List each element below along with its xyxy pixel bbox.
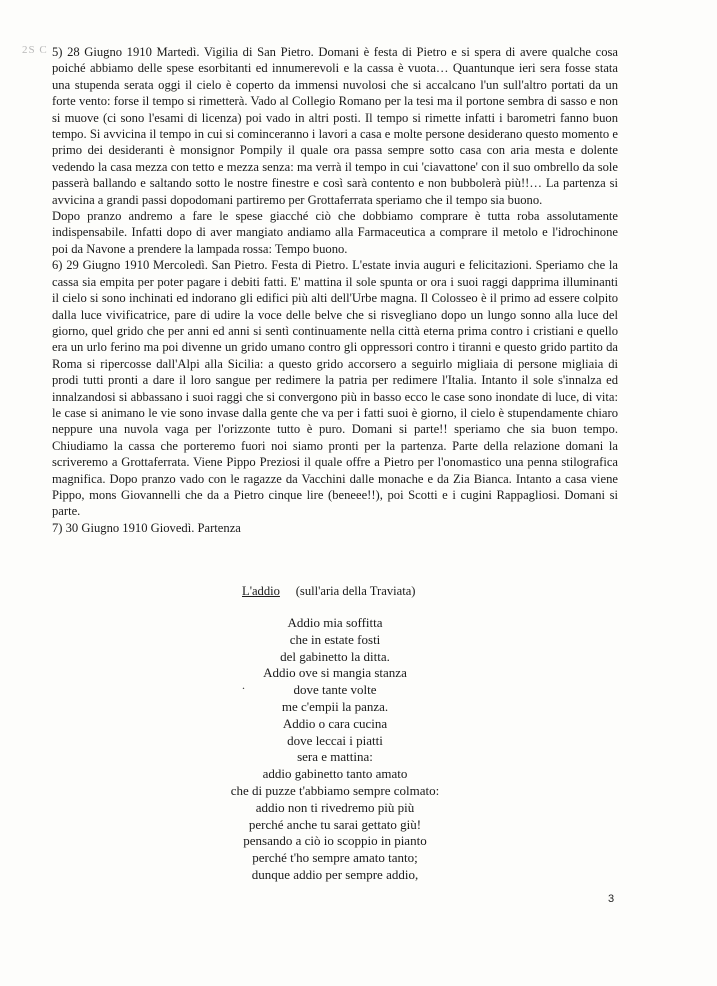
poem-verse: che in estate fosti	[289, 631, 381, 647]
poem-verse: Addio o cara cucina	[282, 715, 388, 731]
entry-5-paragraph-2: Dopo pranzo andremo a fare le spese giacché ciò che dobbiamo comprare è tutta roba assolutamente indispensabile. Infatti dopo di aver mangiato andiamo alla Farmaceutica a comprare il metolo e l'idrochinone poi da Navone a prendere la lampada rossa: Tempo buono.	[52, 209, 618, 256]
poem-verse: sera e mattina:	[297, 749, 373, 765]
poem-verse: addio gabinetto tanto amato	[262, 766, 408, 782]
poem-verse: addio non ti rivedremo più più	[255, 799, 415, 815]
diary-text	[52, 44, 618, 536]
poem-verse: Addio ove si mangia stanza	[263, 665, 407, 681]
poem-verse: me c'empii la panza.	[281, 698, 389, 714]
poem-subtitle: (sull'aria della Traviata)	[295, 584, 416, 598]
page-number: 3	[608, 893, 615, 905]
poem-verse: pensando a ciò io scoppio in pianto	[243, 833, 427, 849]
poem-verse: dove leccai i piatti	[287, 732, 383, 748]
entry-5-paragraph-1: 5) 28 Giugno 1910 Martedì. Vigilia di San Pietro. Domani è festa di Pietro e si spera di avere qualche cosa poiché abbiamo delle spese esorbitanti ed innumerevoli e la cassa è vuota… Quantunque ieri sera fosse stata una stupenda serata oggi il cielo è coperto da immensi nuvolosi che si accalcano l'un sull'altro portati da un forte vento: forse il tempo si rimetterà. Vado al Collegio Romano per la tesi ma il portone sembra di sasso e non si muove (ci sono l'esami di licenza) poi vado in altri posti. Il tempo si rimette infatti i barometri fanno buon tempo. Si avvicina il tempo in cui si cominceranno i lavori a casa e molte persone desiderano questo momento e primo dei desideranti è monsignor Pompily il quale ora passa sempre sotto casa con aria mesta e dolente vedendo la casa mezza con tetto e mezza senza: ma verrà il tempo in cui 'ciavattone' con il suo ombrello da sole passerà ballando e saltando sotto le nostre finestre e così sarà contento e non bubbolerà più!!… La partenza si avvicina a grandi passi dopodomani partiremo per Grottaferrata speriamo che il tempo sia buono.	[52, 45, 618, 207]
poem-verse: perché anche tu sarai gettato giù!	[248, 816, 422, 832]
poem-verses	[52, 615, 618, 884]
poem-verse: dunque addio per sempre addio,	[251, 866, 419, 882]
poem-title: L'addio	[242, 584, 280, 598]
poem-verse: dove tante volte	[293, 682, 377, 698]
entry-6-paragraph: 6) 29 Giugno 1910 Mercoledì. San Pietro. Festa di Pietro. L'estate invia auguri e felicitazioni. Speriamo che la cassa sia empita per poter pagare i debiti fatti. E' mattina il sole spunta or ora i suoi raggi dapprima illuminanti il cielo si sono inchinati ed indorano gli edifici più alti dell'Urbe magna. Il Colosseo è il primo ad essere colpito dalla luce vivificatrice, pare di udire la voce delle belve che si risvegliano dopo un lungo sonno alla luce del giorno, quel grido che per anni ed anni si sentì continuamente nella città eterna prima contro i cristiani e quello era un urlo ferino ma poi divenne un grido umano contro gli oppressori contro i tiranni e questo grido partito da Roma si ripercosse dall'Alpi alla Sicilia: a questo grido accorsero a seguirlo migliaia di persone migliaia di prodi tutti pronti a dare il loro sangue per redimere la patria per redimere l'Italia. Intanto il sole s'innalza ed innalzandosi si abbassano i suoi raggi che si convergono più in basso ecco le case sono inondate di luce, di vita: le case si animano le vie sono invase dalla gente che va per i fatti suoi è giorno, il cielo è stupendamente chiaro neppure una nuvola vaga per l'orizzonte tutto è puro. Domani si parte!! speriamo che sia buon tempo. Chiudiamo la cassa che porteremo fuori noi siamo pronti per la partenza. Parte della relazione domani la scriveremo a Grottaferrata. Viene Pippo Preziosi il quale offre a Pietro per l'onomastico una penna stilografica magnifica. Dopo pranzo vado con le ragazze da Vacchini dalle monache e da Zia Bianca. Intanto a casa viene Pippo, mons Giovannelli che da a Pietro cinque lire (beneee!!), poi Scotti e i cugini Rappagliosi. Domani si parte.	[52, 258, 618, 519]
entry-7-heading: 7) 30 Giugno 1910 Giovedì. Partenza	[52, 520, 241, 535]
margin-mark: 2S C	[22, 44, 48, 56]
poem-verse: Addio mia soffitta	[287, 615, 383, 630]
poem-verse: perché t'ho sempre amato tanto;	[252, 850, 418, 866]
poem-verse: del gabinetto la ditta.	[280, 648, 390, 664]
stray-mark: .	[242, 678, 245, 692]
poem-verse: che di puzze t'abbiamo sempre colmato:	[230, 782, 440, 798]
